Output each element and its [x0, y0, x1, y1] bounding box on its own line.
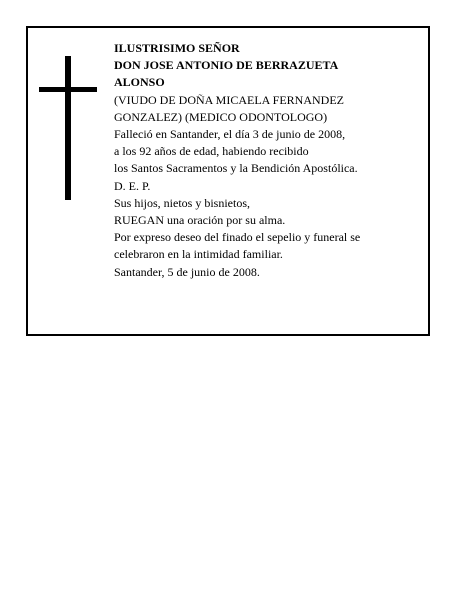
deceased-surname-line: ALONSO	[114, 75, 165, 90]
rip-line: D. E. P.	[114, 178, 151, 193]
cross-icon	[39, 56, 99, 200]
place-date-line: Santander, 5 de junio de 2008.	[114, 264, 260, 279]
obituary-notice	[26, 26, 430, 336]
funeral-note-line: Por expreso deseo del finado el sepelio y funeral se	[114, 230, 361, 245]
family-line: Sus hijos, nietos y bisnietos,	[114, 195, 251, 210]
sacraments-line: los Santos Sacramentos y la Bendición Apostólica.	[114, 161, 358, 176]
cross-vertical-bar	[65, 56, 71, 200]
age-line: a los 92 años de edad, habiendo recibido	[114, 144, 309, 159]
widower-line: (VIUDO DE DOÑA MICAELA FERNANDEZ	[114, 92, 344, 107]
honorific-line: ILUSTRISIMO SEÑOR	[114, 41, 240, 55]
deceased-name-line: DON JOSE ANTONIO DE BERRAZUETA	[114, 58, 339, 73]
death-date-line: Falleció en Santander, el día 3 de junio de 2008,	[114, 127, 346, 142]
prayer-request-line: RUEGAN una oración por su alma.	[114, 213, 286, 228]
funeral-note-line-2: celebraron en la intimidad familiar.	[114, 247, 283, 262]
profession-line: GONZALEZ) (MEDICO ODONTOLOGO)	[114, 109, 328, 124]
notice-text	[114, 40, 414, 281]
cross-horizontal-bar	[39, 87, 97, 92]
